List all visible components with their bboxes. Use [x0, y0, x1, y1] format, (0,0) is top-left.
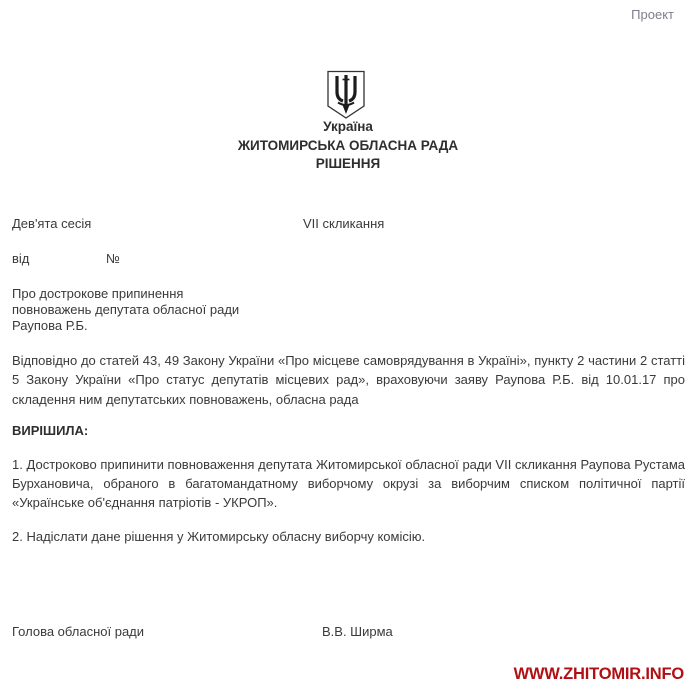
ukraine-trident-emblem	[324, 70, 368, 120]
session-name: Дев'ята сесія	[12, 216, 92, 231]
convocation-label: VII скликання	[303, 216, 385, 231]
resolution-item-2: 2. Надіслати дане рішення у Житомирську обласну виборчу комісію.	[12, 529, 426, 544]
subject-line-2: повноважень депутата обласної ради	[12, 302, 240, 317]
subject-line-3: Раупова Р.Б.	[12, 318, 88, 333]
number-label: №	[106, 251, 120, 266]
site-watermark: WWW.ZHITOMIR.INFO	[513, 665, 684, 683]
signature-title: Голова обласної ради	[12, 624, 145, 639]
draft-label: Проект	[631, 7, 674, 22]
subject-block	[12, 286, 239, 334]
subject-line-1: Про дострокове припинення	[12, 286, 184, 301]
signature-name: В.В. Ширма	[322, 624, 393, 639]
header-country: Україна	[323, 119, 373, 134]
resolution-item-1: 1. Достроково припинити повноваження депутата Житомирської обласної ради VII скликання Раупова Рустама Бурхановича, обраного в багатомандатному виборчому окрузі за виборчим списком політичної партії «Українське об'єднання патріотів - УКРОП».	[12, 457, 685, 510]
preamble-paragraph: Відповідно до статей 43, 49 Закону України «Про місцеве самоврядування в Україні», пункту 2 частини 2 статті 5 Закону України «Про статус депутатів місцевих рад», враховуючи заяву Раупова Р.Б. від 10.01.17 про складення ним депутатських повноважень, обласна рада	[12, 353, 685, 407]
date-label: від	[12, 251, 30, 266]
header-council-name: ЖИТОМИРСЬКА ОБЛАСНА РАДА	[237, 138, 459, 153]
resolution-label: ВИРІШИЛА:	[12, 423, 89, 438]
trident-icon	[324, 70, 368, 120]
header-document-type: РІШЕННЯ	[315, 156, 381, 171]
